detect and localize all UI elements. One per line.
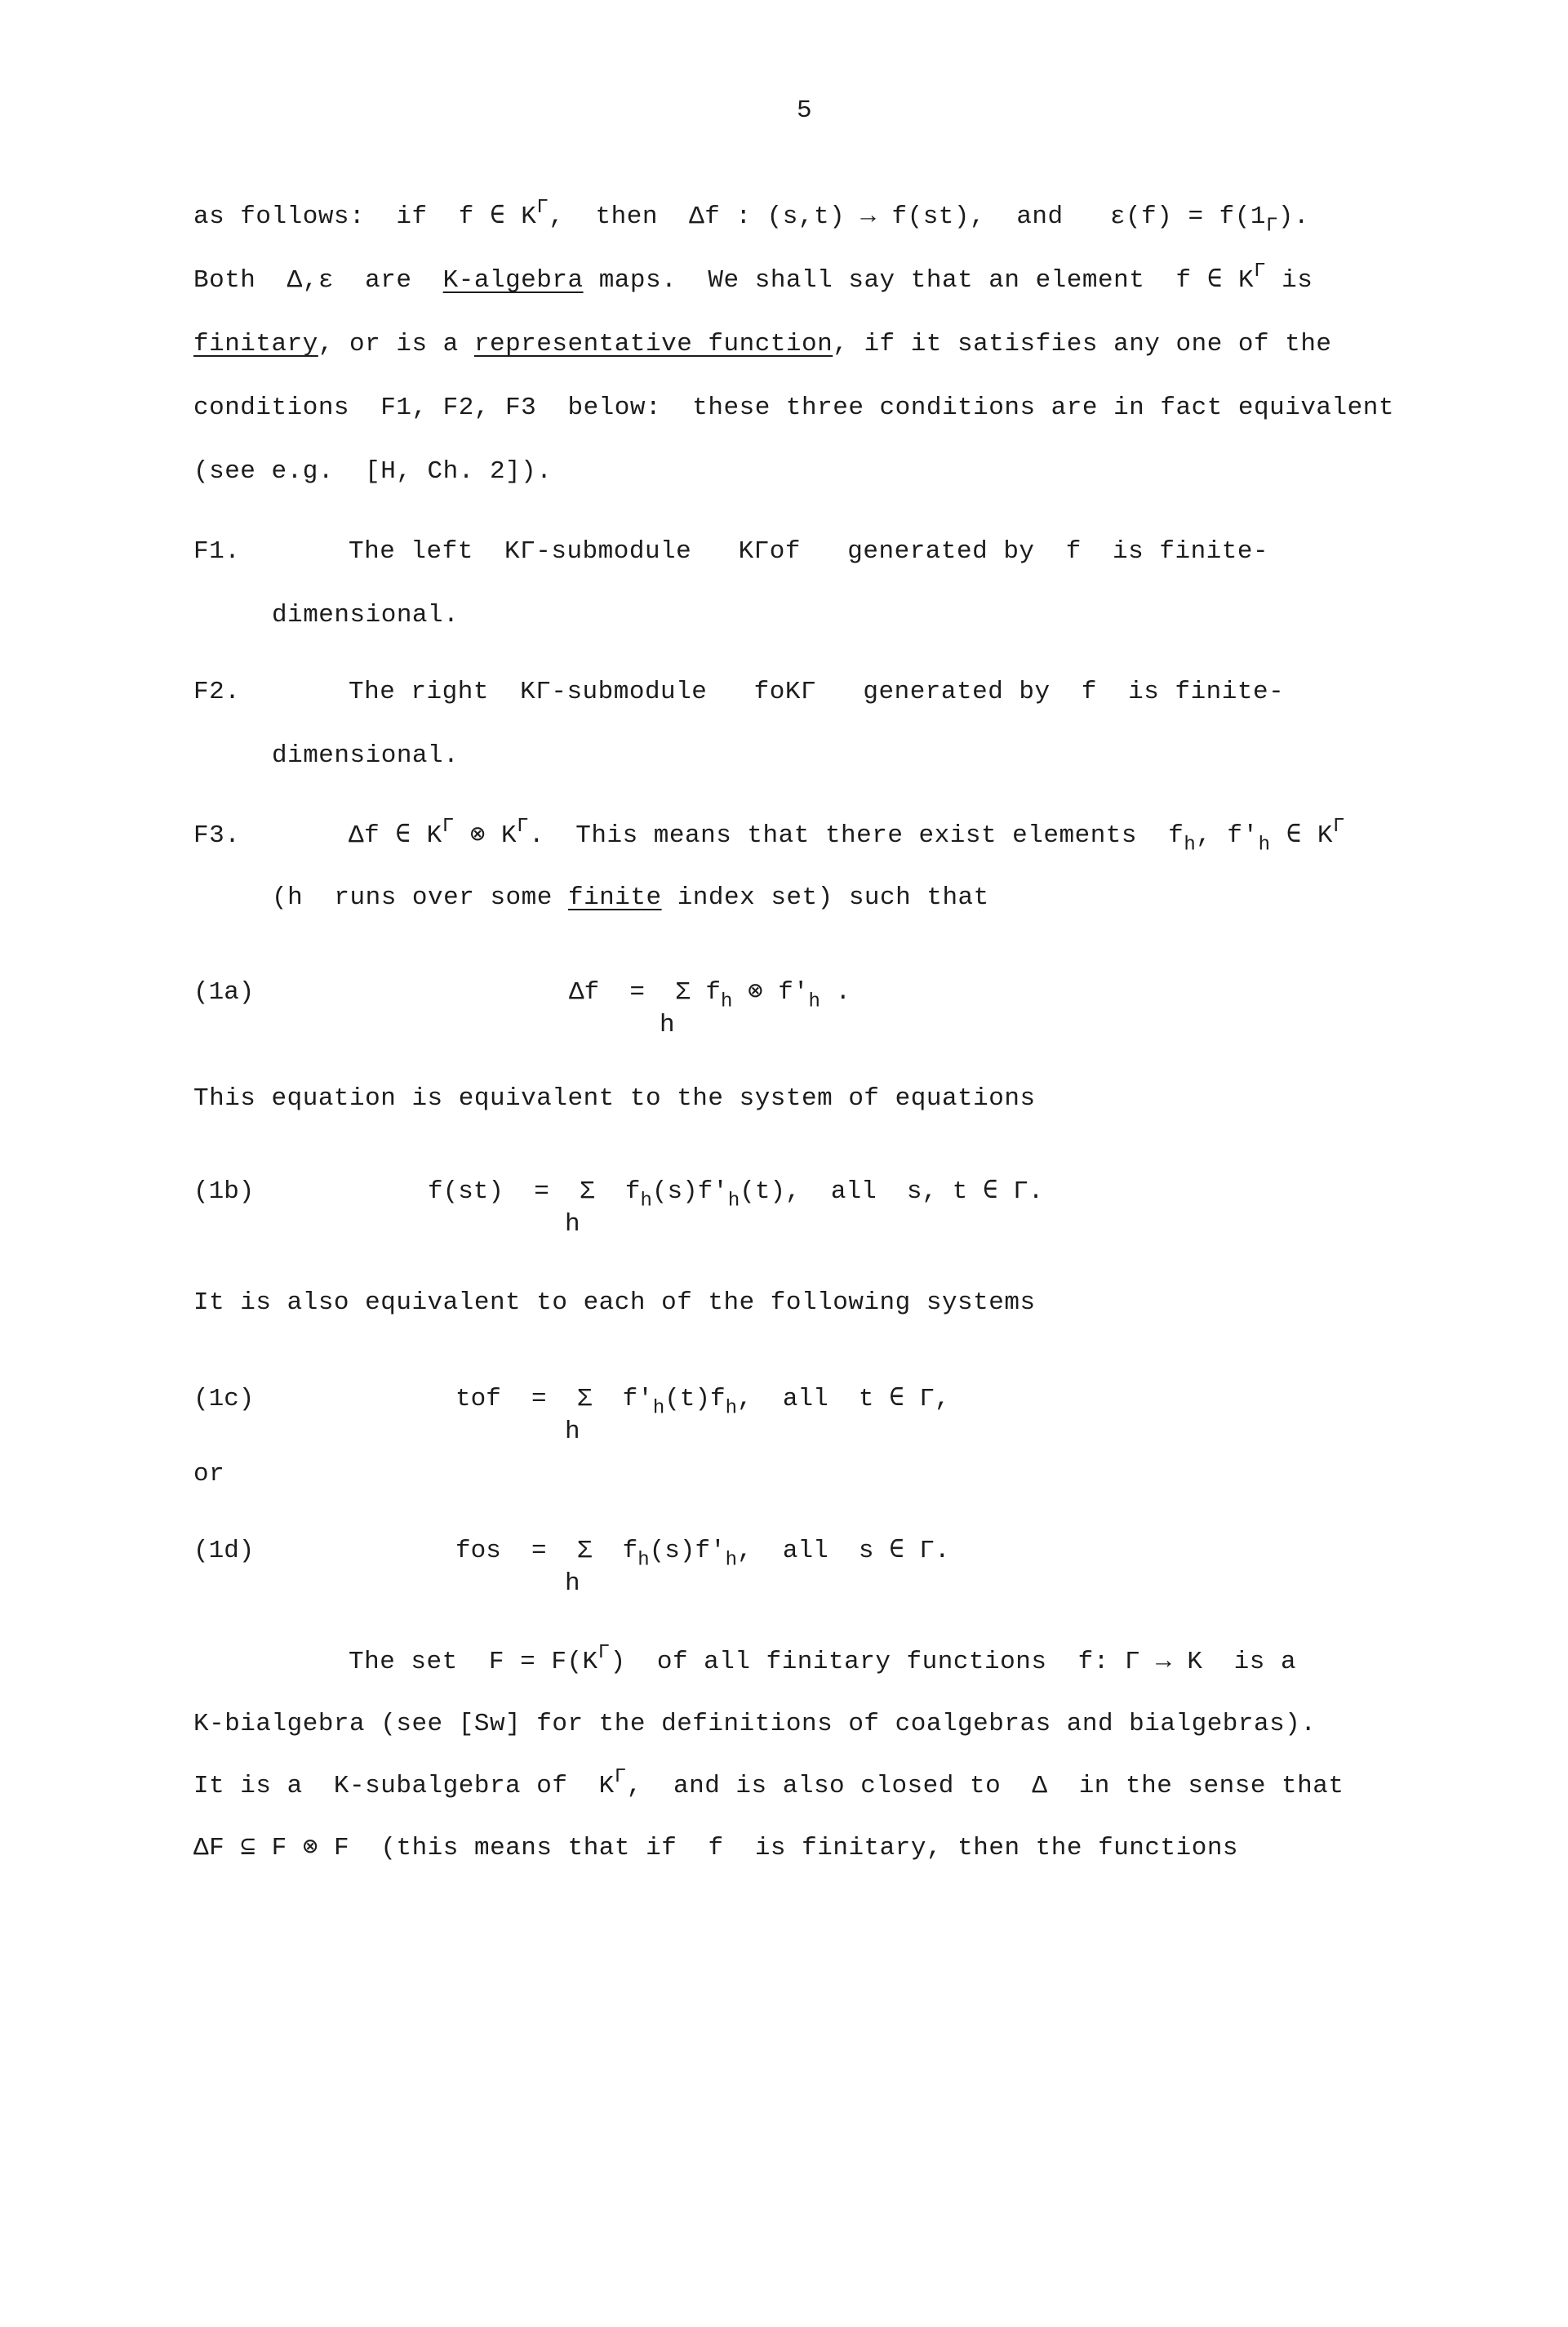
subscript: h <box>721 990 733 1013</box>
summation-index: h <box>660 1011 675 1039</box>
superscript: Γ <box>1333 815 1345 838</box>
condition-cont-f2: dimensional. <box>272 741 460 770</box>
condition-label-f2: F2. <box>193 678 241 706</box>
text-run: ⊗ f' <box>732 978 809 1007</box>
superscript: Γ <box>517 815 529 838</box>
text-line <box>193 260 1313 295</box>
text-run: ) of all finitary functions f: Γ → K is a <box>610 1648 1297 1676</box>
subscript: h <box>1258 834 1271 856</box>
text-run: ⊗ K <box>454 821 517 850</box>
text-run: (t)f <box>664 1385 726 1413</box>
text-run: Δf ∈ K <box>349 821 442 850</box>
text-line <box>193 196 1310 238</box>
underlined-term: K-algebra <box>442 266 584 295</box>
subscript: h <box>640 1190 652 1212</box>
superscript: Γ <box>442 815 455 838</box>
subscript: h <box>725 1397 738 1420</box>
text-line <box>349 1641 1297 1676</box>
condition-text-f3 <box>349 815 1345 856</box>
text-run: as follows: if f ∈ K <box>193 202 537 231</box>
text-run: tof = Σ f' <box>455 1385 653 1413</box>
subscript: h <box>725 1549 738 1572</box>
condition-cont-f1: dimensional. <box>272 601 460 630</box>
subscript: h <box>808 990 820 1013</box>
text-line: This equation is equivalent to the system of equations <box>193 1084 1036 1113</box>
underlined-term: representative function <box>473 330 833 358</box>
superscript: Γ <box>536 196 549 219</box>
summation-index: h <box>565 1210 580 1239</box>
text-run: Δf = Σ f <box>569 978 722 1007</box>
text-run: , f' <box>1196 821 1259 850</box>
equation-label-1a: (1a) <box>193 978 255 1007</box>
subscript: Γ <box>1265 215 1278 238</box>
condition-text-f2: The right KΓ-submodule foKΓ generated by f is finite- <box>349 678 1285 706</box>
text-line <box>193 331 1332 357</box>
text-run: (h runs over some <box>272 883 568 912</box>
text-run: is <box>1266 266 1313 295</box>
condition-label-f3: F3. <box>193 821 241 850</box>
subscript: h <box>1184 834 1197 856</box>
equation-1c <box>455 1385 950 1420</box>
text-run: fos = Σ f <box>455 1537 638 1565</box>
equation-label-1d: (1d) <box>193 1537 255 1565</box>
text-run: , or is a <box>318 330 474 358</box>
text-run: f(st) = Σ f <box>428 1177 641 1206</box>
equation-label-1c: (1c) <box>193 1385 255 1413</box>
condition-text-f1: The left KΓ-submodule KΓof generated by f is finite- <box>349 537 1269 566</box>
text-line: K-bialgebra (see [Sw] for the definitions of coalgebras and bialgebras). <box>193 1710 1317 1738</box>
text-run: ). <box>1277 202 1310 231</box>
subscript: h <box>727 1190 740 1212</box>
text-line: ΔF ⊆ F ⊗ F (this means that if f is finitary, then the functions <box>193 1834 1239 1862</box>
text-line: conditions F1, F2, F3 below: these three conditions are in fact equivalent <box>193 394 1394 422</box>
equation-1b <box>428 1177 1044 1212</box>
text-run: ∈ K <box>1270 821 1334 850</box>
text-run: , and is also closed to Δ in the sense that <box>626 1772 1344 1800</box>
text-run: It is a K-subalgebra of K <box>193 1772 615 1800</box>
text-run: (s)f' <box>649 1537 726 1565</box>
subscript: h <box>652 1397 665 1420</box>
text-run: maps. We shall say that an element f ∈ K <box>583 266 1255 295</box>
text-run: (t), all s, t ∈ Γ. <box>740 1177 1044 1206</box>
underlined-term: finitary <box>193 330 318 358</box>
text-line: (see e.g. [H, Ch. 2]). <box>193 457 553 486</box>
text-run: , all s ∈ Γ. <box>737 1537 950 1565</box>
superscript: Γ <box>614 1765 627 1788</box>
condition-cont-f3 <box>272 885 989 910</box>
summation-index: h <box>565 1417 580 1446</box>
text-run: . This means that there exist elements f <box>528 821 1184 850</box>
text-run: , if it satisfies any one of the <box>833 330 1332 358</box>
text-run: Both Δ,ε are <box>193 266 443 295</box>
superscript: Γ <box>597 1641 611 1664</box>
page-number: 5 <box>797 96 812 125</box>
condition-label-f1: F1. <box>193 537 241 566</box>
equation-1a <box>569 978 851 1013</box>
text-run: index set) such that <box>661 883 989 912</box>
equation-label-1b: (1b) <box>193 1177 255 1206</box>
text-line: It is also equivalent to each of the following systems <box>193 1288 1036 1317</box>
text-run: , then Δf : (s,t) → f(st), and ε(f) = f(1 <box>549 202 1266 231</box>
underlined-term: finite <box>567 883 662 912</box>
text-line <box>193 1765 1344 1800</box>
subscript: h <box>637 1549 650 1572</box>
text-run: The set F = F(K <box>349 1648 598 1676</box>
text-run: . <box>820 978 851 1007</box>
text-line: or <box>193 1460 225 1488</box>
equation-1d <box>455 1537 950 1572</box>
summation-index: h <box>565 1569 580 1598</box>
superscript: Γ <box>1254 260 1266 283</box>
text-run: , all t ∈ Γ, <box>737 1385 950 1413</box>
text-run: (s)f' <box>651 1177 728 1206</box>
